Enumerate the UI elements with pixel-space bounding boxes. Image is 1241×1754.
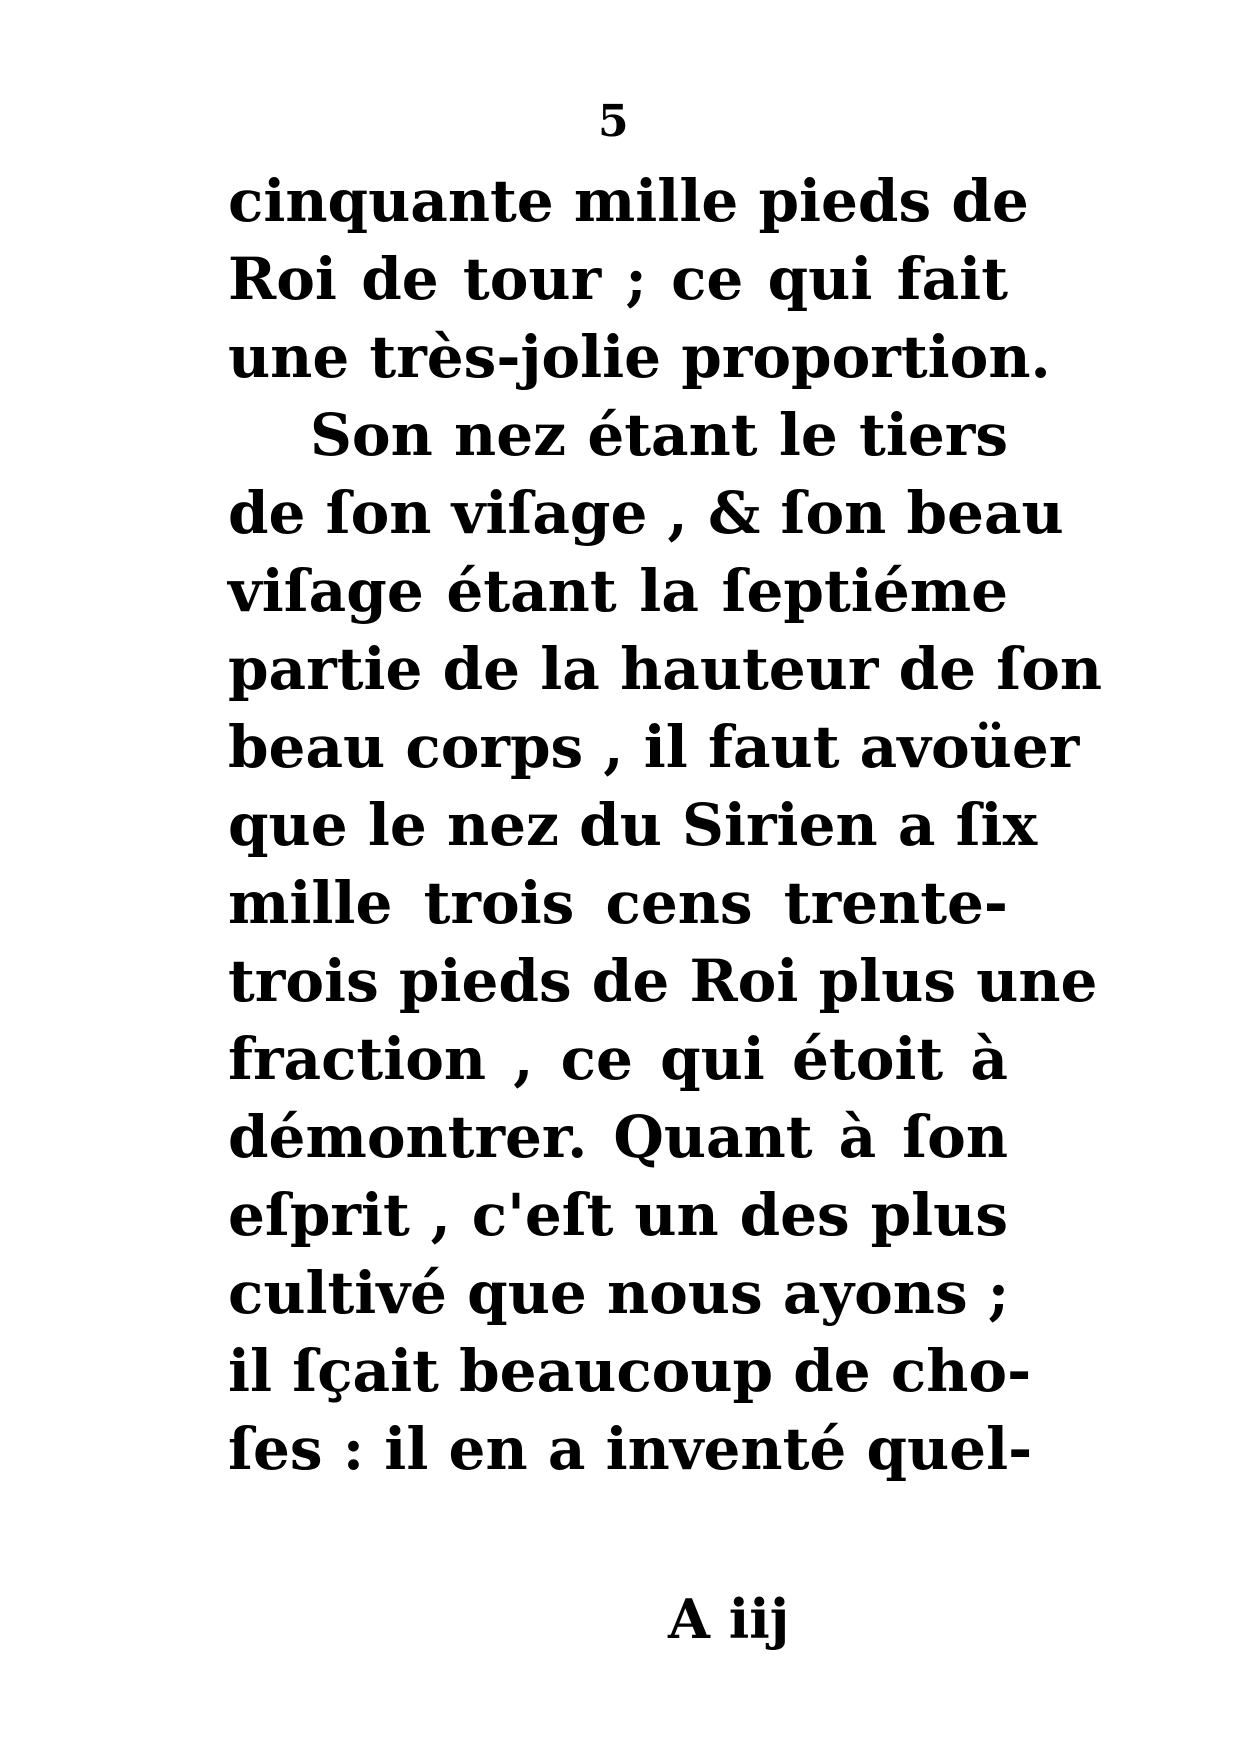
text-line: partie de la hauteur de ſon: [228, 635, 1103, 703]
paragraph-start-line: Son nez étant le tiers: [310, 401, 1008, 469]
text-line: fraction , ce qui étoit à: [228, 1025, 1008, 1093]
text-line: une très-jolie proportion.: [228, 323, 1051, 391]
text-line: Roi de tour ; ce qui fait: [228, 245, 1008, 313]
text-line: viſage étant la ſeptiéme: [228, 557, 1008, 625]
text-line: mille trois cens trente-: [228, 869, 1008, 937]
page-number: 5: [598, 96, 629, 147]
text-line: beau corps , il faut avoüer: [228, 713, 1080, 781]
text-line: cinquante mille pieds de: [228, 167, 1029, 235]
text-line: cultivé que nous ayons ;: [228, 1259, 1010, 1327]
text-line: trois pieds de Roi plus une: [228, 947, 1098, 1015]
text-line: de ſon viſage , & ſon beau: [228, 479, 1064, 547]
signature-mark: A iij: [668, 1587, 790, 1651]
text-line: démontrer. Quant à ſon: [228, 1103, 1008, 1171]
text-line: il ſçait beaucoup de cho-: [228, 1337, 1032, 1405]
text-line: que le nez du Sirien a ſix: [228, 791, 1038, 859]
body-text: [228, 162, 1103, 1488]
text-line: ſes : il en a inventé quel-: [228, 1415, 1033, 1483]
text-line: eſprit , c'eſt un des plus: [228, 1181, 1008, 1249]
